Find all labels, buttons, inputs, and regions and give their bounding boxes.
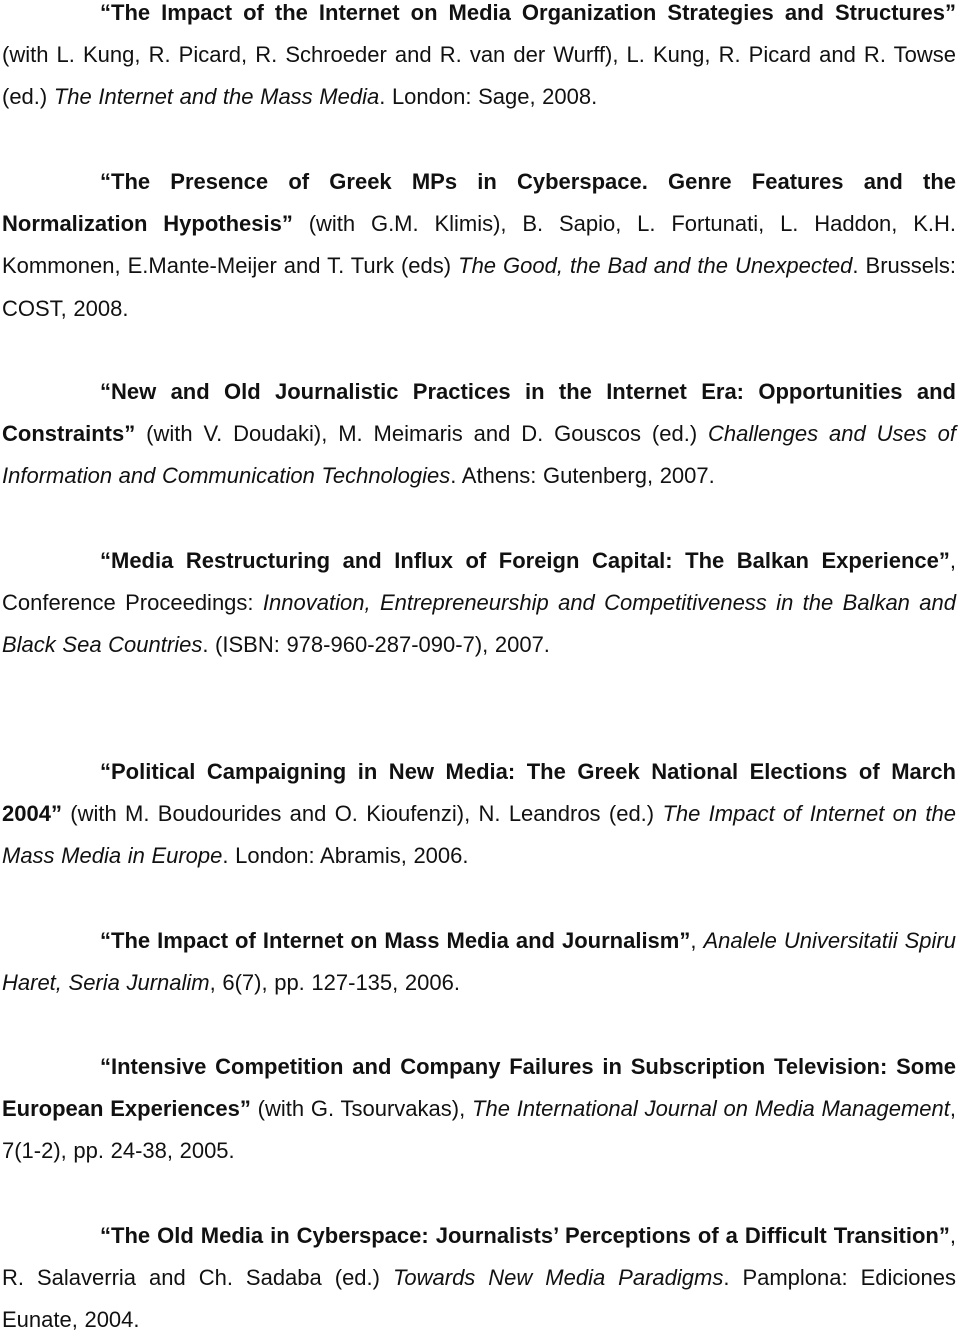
publication-source: Innovation, Entrepreneurship and Competitiveness in the Balkan and Black Sea Countries bbox=[2, 590, 956, 658]
publication-entry bbox=[2, 1215, 956, 1342]
publication-title: “The Impact of Internet on Mass Media and Journalism” bbox=[100, 928, 691, 953]
publication-title: “Political Campaigning in New Media: The Greek National Elections of March 2004” bbox=[2, 759, 956, 827]
publication-source: The Impact of Internet on the Mass Media in Europe bbox=[2, 801, 956, 869]
publication-source: Challenges and Uses of Information and Communication Technologies bbox=[2, 421, 956, 489]
publication-details: . London: Sage, 2008. bbox=[379, 84, 598, 110]
publication-entry bbox=[2, 920, 956, 1004]
publication-entry bbox=[2, 371, 956, 498]
publication-authors: (with G. Tsourvakas), bbox=[250, 1096, 473, 1122]
publication-authors: , Conference Proceedings: bbox=[2, 548, 956, 616]
publication-title: “The Old Media in Cyberspace: Journalists’ Perceptions of a Difficult Transition” bbox=[100, 1223, 950, 1248]
publication-source: Towards New Media Paradigms bbox=[392, 1265, 724, 1291]
publication-source: Analele Universitatii Spiru Haret, Seria Jurnalim bbox=[2, 928, 956, 996]
publication-details: . Athens: Gutenberg, 2007. bbox=[450, 463, 715, 489]
publication-title: “Media Restructuring and Influx of Foreign Capital: The Balkan Experience” bbox=[100, 548, 950, 573]
publication-source: The Good, the Bad and the Unexpected bbox=[458, 253, 853, 279]
publication-title: “The Impact of the Internet on Media Organization Strategies and Structures” bbox=[100, 0, 956, 25]
publication-authors: , bbox=[690, 928, 704, 953]
publication-source: The International Journal on Media Management bbox=[472, 1096, 950, 1122]
publication-authors: (with G.M. Klimis), B. Sapio, L. Fortunati, L. Haddon, K.H. Kommonen, E.Mante-Meijer and T. Turk (eds) bbox=[2, 211, 957, 279]
publication-authors: (with M. Boudourides and O. Kioufenzi), N. Leandros (ed.) bbox=[61, 801, 663, 827]
publication-title: “Intensive Competition and Company Failures in Subscription Television: Some European Experiences” bbox=[2, 1054, 956, 1122]
publication-entry bbox=[2, 1046, 956, 1173]
publication-authors: , R. Salaverria and Ch. Sadaba (ed.) bbox=[2, 1223, 956, 1291]
publication-authors: (with L. Kung, R. Picard, R. Schroeder and R. van der Wurff), L. Kung, R. Picard and R. Towse (ed.) bbox=[2, 42, 956, 110]
publication-details: . London: Abramis, 2006. bbox=[222, 843, 469, 869]
publication-details: . (ISBN: 978-960-287-090-7), 2007. bbox=[202, 632, 550, 658]
publication-entry bbox=[2, 540, 956, 667]
publication-entry bbox=[2, 751, 956, 878]
publication-authors: (with V. Doudaki), M. Meimaris and D. Gouscos (ed.) bbox=[135, 421, 709, 447]
publication-details: . Pamplona: Ediciones Eunate, 2004. bbox=[2, 1265, 956, 1333]
publication-details: , 6(7), pp. 127-135, 2006. bbox=[209, 970, 460, 996]
publication-entry bbox=[2, 161, 956, 330]
publication-entry bbox=[2, 0, 956, 119]
publication-source: The Internet and the Mass Media bbox=[53, 84, 380, 110]
publication-details: , 7(1-2), pp. 24-38, 2005. bbox=[2, 1096, 957, 1164]
publication-title: “New and Old Journalistic Practices in the Internet Era: Opportunities and Constraints” bbox=[2, 379, 956, 447]
publication-details: . Brussels: COST, 2008. bbox=[2, 253, 956, 321]
publication-title: “The Presence of Greek MPs in Cyberspace. Genre Features and the Normalization Hypothesis” bbox=[2, 169, 956, 237]
